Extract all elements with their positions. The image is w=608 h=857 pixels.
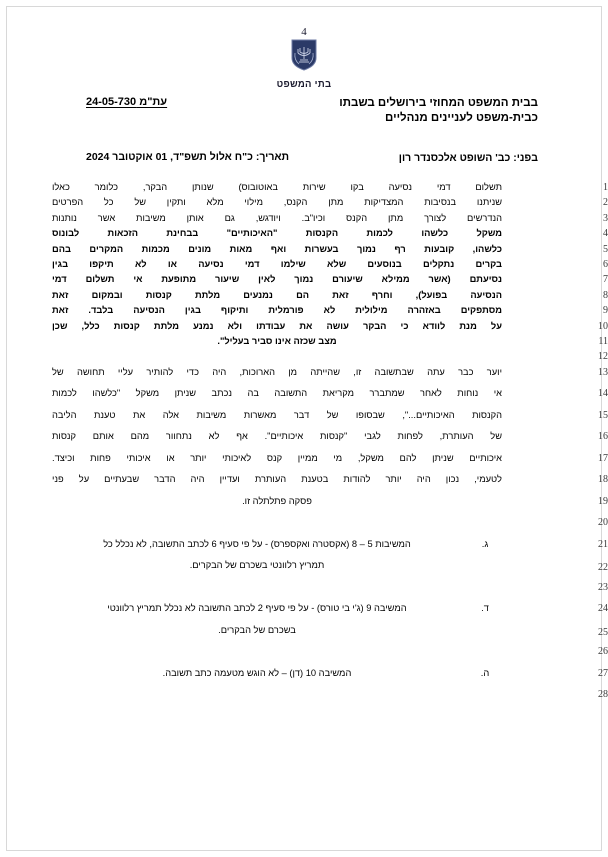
line-number: 21 <box>598 538 608 550</box>
line-number: 14 <box>598 388 608 400</box>
document-line <box>0 244 608 259</box>
presiding-judge: בפני: כב' השופט אלכסנדר רון <box>398 152 538 164</box>
document-line <box>0 496 608 518</box>
line-text: אי נוחות לאחר שמתברר מקריאת התשובה בה נכתב שניתן משקל "כלשהו לכמות <box>52 388 502 399</box>
masthead <box>0 26 608 90</box>
document-line <box>0 321 608 336</box>
line-text: הנסיעה בפועל), וחרף זאת הם נמנעים מלתת קנסות ובמקום זאת <box>52 289 502 300</box>
line-number: 27 <box>598 667 608 679</box>
list-item-text: תמריץ רלוונטי בשכרם של הבקרים. <box>189 560 325 571</box>
court-system-name: בתי המשפט <box>276 79 332 90</box>
document-line <box>0 336 608 351</box>
line-number: 15 <box>598 409 608 421</box>
document-line <box>0 213 608 228</box>
document-line <box>0 388 608 410</box>
list-item-text: המשיבה 10 (דן) – לא הוגש מטעמה כתב תשובה. <box>162 667 352 678</box>
document-line <box>0 603 608 625</box>
document-line <box>0 367 608 389</box>
court-title <box>167 96 538 125</box>
line-text <box>0 603 570 613</box>
line-text: כלשהו, קובעות רף נמוך בעשרות ואף מאות מונים מכמות המקרים בהם <box>52 243 502 254</box>
document-line <box>0 625 608 647</box>
document-line <box>0 351 608 366</box>
israel-state-emblem-icon <box>291 39 317 71</box>
list-marker: ד. <box>481 603 489 614</box>
document-line <box>0 410 608 432</box>
line-number: 28 <box>598 689 608 701</box>
document-line <box>0 560 608 582</box>
case-number-wrap <box>86 96 167 108</box>
list-marker <box>468 625 502 635</box>
paragraph-block-commentary <box>0 367 608 539</box>
line-text: על מנת לוודא כי הבקר עושה את עבודתו ולא נמנע מלתת קנסות כלל, שכן <box>52 320 502 331</box>
line-text <box>0 625 570 635</box>
line-text: לטעמי, נכון היה יותר להודות בטענת העותרת ועדיין היה הדבר שבעתיים על פני <box>52 474 502 485</box>
line-text: נסיעתם (אשר ממילא שיעורם נמוך לאין שיעור מתופעת אי תשלום דמי <box>52 274 502 285</box>
document-line <box>0 197 608 212</box>
line-number: 26 <box>598 646 608 658</box>
line-number: 22 <box>598 562 608 574</box>
line-text: משקל כלשהו לכמות הקנסות "האיכותיים" בבחינת הזכאות לבונוס <box>52 228 502 239</box>
line-text: הקנסות האיכותיים...", שבסופו של דבר מאשרות משיבות אלה את טענת הליבה <box>52 409 502 420</box>
list-marker: ג. <box>481 538 489 549</box>
line-number: 23 <box>598 581 608 593</box>
case-number: עת"מ 24-05-730 <box>86 96 168 108</box>
document-line <box>0 689 608 711</box>
document-line <box>0 290 608 305</box>
court-title-line-1: בבית המשפט המחוזי בירושלים בשבתו <box>339 97 538 109</box>
line-number: 2 <box>603 197 608 209</box>
document-line <box>0 431 608 453</box>
line-number: 8 <box>603 289 608 301</box>
document-line <box>0 228 608 243</box>
line-number: 19 <box>598 495 608 507</box>
line-number: 6 <box>603 258 608 270</box>
document-line <box>0 646 608 668</box>
line-text: הנדרשים לצורך מתן הקנס וכיו"ב. ויודגש, גם אותן משיבות אשר נותנות <box>52 212 502 223</box>
line-number: 16 <box>598 431 608 443</box>
line-text <box>0 560 570 570</box>
document-line <box>0 182 608 197</box>
line-text: איכותיים שניתן להם משקל, מי ממיין קנס לאיכותי יותר או איכותי פחות וכיצד. <box>52 452 502 463</box>
line-number: 18 <box>598 474 608 486</box>
line-text <box>0 668 570 678</box>
line-text: פסקה פתלתלה זו. <box>242 495 312 506</box>
document-line <box>0 274 608 289</box>
document-line <box>0 305 608 320</box>
line-number: 4 <box>603 228 608 240</box>
line-text: יוער כבר עתה שבתשובה זו, שהייתה מן הארוכות, היה כדי להותיר עליי תחושה של <box>52 366 502 377</box>
list-item-text: המשיבה 9 (ג'י בי טורס) - על פי סעיף 2 לכתב התשובה לא נכלל תמריץ רלוונטי <box>107 603 407 614</box>
paragraph-block-quoted <box>0 182 608 367</box>
document-line <box>0 668 608 690</box>
lettered-list-block <box>0 539 608 711</box>
line-text: בקרים נתקלים בנוסעים שלא שילמו דמי נסיעה או לא תיקפו בגין <box>52 258 502 269</box>
document-line <box>0 582 608 604</box>
line-number: 25 <box>598 626 608 638</box>
list-item-text: המשיבות 5 – 8 (אקסטרה ואקספרס) - על פי סעיף 6 לכתב התשובה, לא נכלל כל <box>103 538 411 549</box>
list-item-text: בשכרם של הבקרים. <box>218 624 296 635</box>
line-number: 1 <box>603 182 608 193</box>
line-text: של העותרת, לפחות לגבי "קנסות איכותיים". אף לא נתחוור מהם אותם קנסות <box>52 431 502 442</box>
line-number: 7 <box>603 274 608 286</box>
line-text: תשלום דמי נסיעה בקו שירות באוטובוס) שנותן הבקר, כלומר כאלו <box>52 182 502 192</box>
line-number: 12 <box>598 351 608 363</box>
line-number: 20 <box>598 517 608 529</box>
line-number: 13 <box>598 366 608 378</box>
line-number: 17 <box>598 452 608 464</box>
document-line <box>0 474 608 496</box>
line-text: שניתנו בנסיבות המצדיקות מתן הקנס, מילוי מלא ותקין של כל הפרטים <box>52 197 502 208</box>
line-number: 3 <box>603 212 608 224</box>
document-header <box>0 96 608 166</box>
document-line <box>0 259 608 274</box>
line-number: 9 <box>603 305 608 317</box>
document-line <box>0 539 608 561</box>
document-date: תאריך: כ"ח אלול תשפ"ד, 01 אוקטובר 2024 <box>86 151 290 163</box>
document-body <box>0 182 608 711</box>
line-number: 10 <box>598 320 608 332</box>
line-text <box>0 539 570 549</box>
line-number: 11 <box>598 335 608 347</box>
document-line <box>0 453 608 475</box>
page-number: 4 <box>301 26 307 38</box>
line-text: מסתפקים באזהרה מילולית לא פורמלית ותיקוף בגין הנסיעה בלבד. זאת <box>52 305 502 316</box>
court-title-line-2: כבית-משפט לעניינים מנהליים <box>385 111 538 124</box>
document-line <box>0 517 608 539</box>
line-text: מצב שכזה אינו סביר בעליל". <box>217 335 337 346</box>
line-number: 5 <box>603 243 608 255</box>
list-marker: ה. <box>480 667 490 678</box>
list-marker <box>468 560 502 570</box>
line-number: 24 <box>598 603 608 615</box>
